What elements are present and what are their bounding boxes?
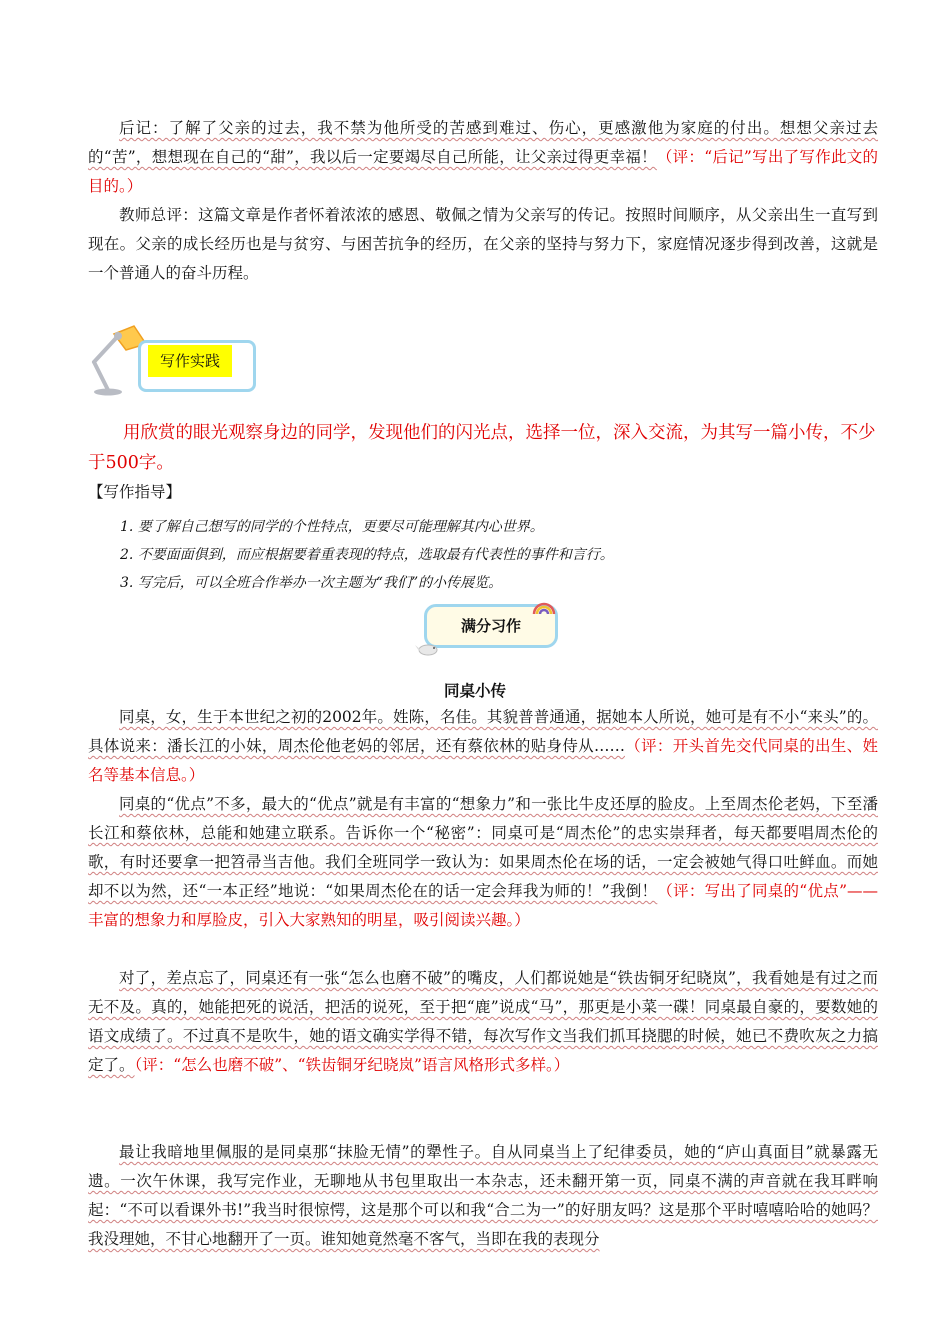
essay-paragraph-1-comment: （评：开头首先交代同桌的出生、姓名等基本信息。） (88, 737, 878, 784)
essay-paragraph-4 (88, 1138, 878, 1254)
essay-paragraph-3 (88, 964, 878, 1080)
essay-paragraph-3-text: 对了，差点忘了，同桌还有一张“怎么也磨不破”的嘴皮，人们都说她是“铁齿铜牙纪晓岚”，我看她是有过之而无不及。真的，她能把死的说活，把活的说死，至于把“鹿”说成“马”，那更是小菜一碟！同桌最自豪的，要数她的语文成绩了。不过真不是吹牛，她的语文确实学得不错，每次写作文当我们抓耳挠腮的时候，她已不费吹灰之力搞定了。 (88, 969, 878, 1074)
guide-item-3: 3. 写完后，可以全班合作举办一次主题为“我们”的小传展览。 (120, 575, 503, 591)
afterword-paragraph (88, 114, 878, 201)
essay-paragraph-4-text: 最让我暗地里佩服的是同桌那“抹脸无情”的犟性子。自从同桌当上了纪律委员，她的“庐山真面目”就暴露无遗。一次午休课，我写完作业，无聊地从书包里取出一本杂志，还未翻开第一页，同桌不满的声音就在我耳畔响起：“不可以看课外书!”我当时很惊愕，这是那个可以和我“合二为一”的好朋友吗？这是那个平时嘻嘻哈哈的她吗？我没理她，不甘心地翻开了一页。谁知她竟然毫不客气，当即在我的表现分 (88, 1143, 878, 1248)
guide-item-2: 2. 不要面面俱到，而应根据要着重表现的特点，选取最有代表性的事件和言行。 (120, 547, 614, 563)
essay-paragraph-1-text: 同桌，女，生于本世纪之初的2002年。姓陈，名佳。其貌普普通通，据她本人所说，她可是有不小“来头”的。具体说来：潘长江的小妹，周杰伦他老妈的邻居，还有蔡依林的贴身侍从…… (88, 708, 878, 755)
writing-task: 用欣赏的眼光观察身边的同学，发现他们的闪光点，选择一位，深入交流，为其写一篇小传，不少于500字。 (88, 423, 876, 473)
essay-paragraph-2-text: 同桌的“优点”不多，最大的“优点”就是有丰富的“想象力”和一张比牛皮还厚的脸皮。上至周杰伦老妈，下至潘长江和蔡依林，总能和她建立联系。告诉你一个“秘密”：同桌可是“周杰伦”的忠实崇拜者，每天都要唱周杰伦的歌，有时还要拿一把笤帚当吉他。我们全班同学一致认为：如果周杰伦在场的话，一定会被她气得口吐鲜血。而她却不以为然，还“一本正经”地说：“如果周杰伦在的话一定会拜我为师的！”我倒！ (88, 795, 878, 900)
essay-paragraph-1 (88, 703, 878, 790)
teacher-summary: 教师总评：这篇文章是作者怀着浓浓的感恩、敬佩之情为父亲写的传记。按照时间顺序，从父亲出生一直写到现在。父亲的成长经历也是与贫穷、与困苦抗争的经历，在父亲的坚持与努力下，家庭情况逐步得到改善，这就是一个普通人的奋斗历程。 (88, 206, 878, 282)
essay-paragraph-2 (88, 790, 878, 935)
essay-title: 同桌小传 (443, 681, 506, 700)
afterword-comment: （评：“后记”写出了写作此文的目的。） (88, 148, 878, 195)
guide-item-1: 1. 要了解自己想写的同学的个性特点，更要尽可能理解其内心世界。 (120, 519, 544, 535)
essay-paragraph-2-comment: （评：写出了同桌的“优点”——丰富的想象力和厚脸皮，引入大家熟知的明星，吸引阅读兴趣。） (88, 882, 878, 929)
guide-title: 【写作指导】 (88, 483, 182, 501)
rainbow-decoration-icon (530, 596, 558, 616)
section-banner-label: 写作实践 (159, 352, 220, 370)
bird-decoration-icon (414, 640, 442, 658)
model-essay-badge-label: 满分习作 (460, 617, 521, 635)
afterword-text: 后记：了解了父亲的过去，我不禁为他所受的苦感到难过、伤心，更感激他为家庭的付出。想想父亲过去的“苦”，想想现在自己的“甜”，我以后一定要竭尽自己所能，让父亲过得更幸福！ (88, 119, 878, 166)
essay-paragraph-3-comment: （评：“怎么也磨不破”、“铁齿铜牙纪晓岚”语言风格形式多样。） (134, 1056, 570, 1074)
